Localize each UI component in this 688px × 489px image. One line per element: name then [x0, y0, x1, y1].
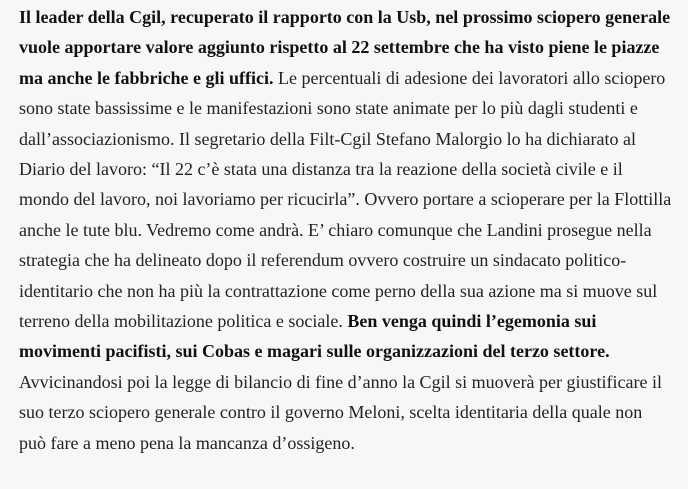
article-paragraph [19, 2, 672, 458]
body-text-part-1: Le percentuali di adesione dei lavoratori allo sciopero sono state bassissime e le manifestazioni sono state animate per lo più dagli studenti e dall’associazionismo. Il segretario della Filt-Cgil Stefano Malorgio lo ha dichiarato al Diario del lavoro: “Il 22 c’è stata una distanza tra la reazione della società civile e il mondo del lavoro, noi lavoriamo per ricucirla”. Ovvero portare a scioperare per la Flottilla anche le tute blu. Vedremo come andrà. E’ chiaro comunque che Landini prosegue nella strategia che ha delineato dopo il referendum ovvero costruire un sindacato politico-identitario che non ha più la contrattazione come perno della sua azione ma si muove sul terreno della mobilitazione politica e sociale. [19, 67, 672, 332]
middle-bold-text: Ben venga quindi l’egemonia sui movimenti pacifisti, sui Cobas e magari sulle organizzazioni del terzo settore. [19, 311, 610, 362]
body-text-part-2: Avvicinandosi poi la legge di bilancio di fine d’anno la Cgil si muoverà per giustificare il suo terzo sciopero generale contro il governo Meloni, scelta identitaria della quale non può fare a meno pena la mancanza d’ossigeno. [19, 371, 662, 453]
intro-bold-text: Il leader della Cgil, recuperato il rapporto con la Usb, nel prossimo sciopero generale vuole apportare valore aggiunto rispetto al 22 settembre che ha visto piene le piazze ma anche le fabbriche e gli uffici. [19, 7, 671, 88]
